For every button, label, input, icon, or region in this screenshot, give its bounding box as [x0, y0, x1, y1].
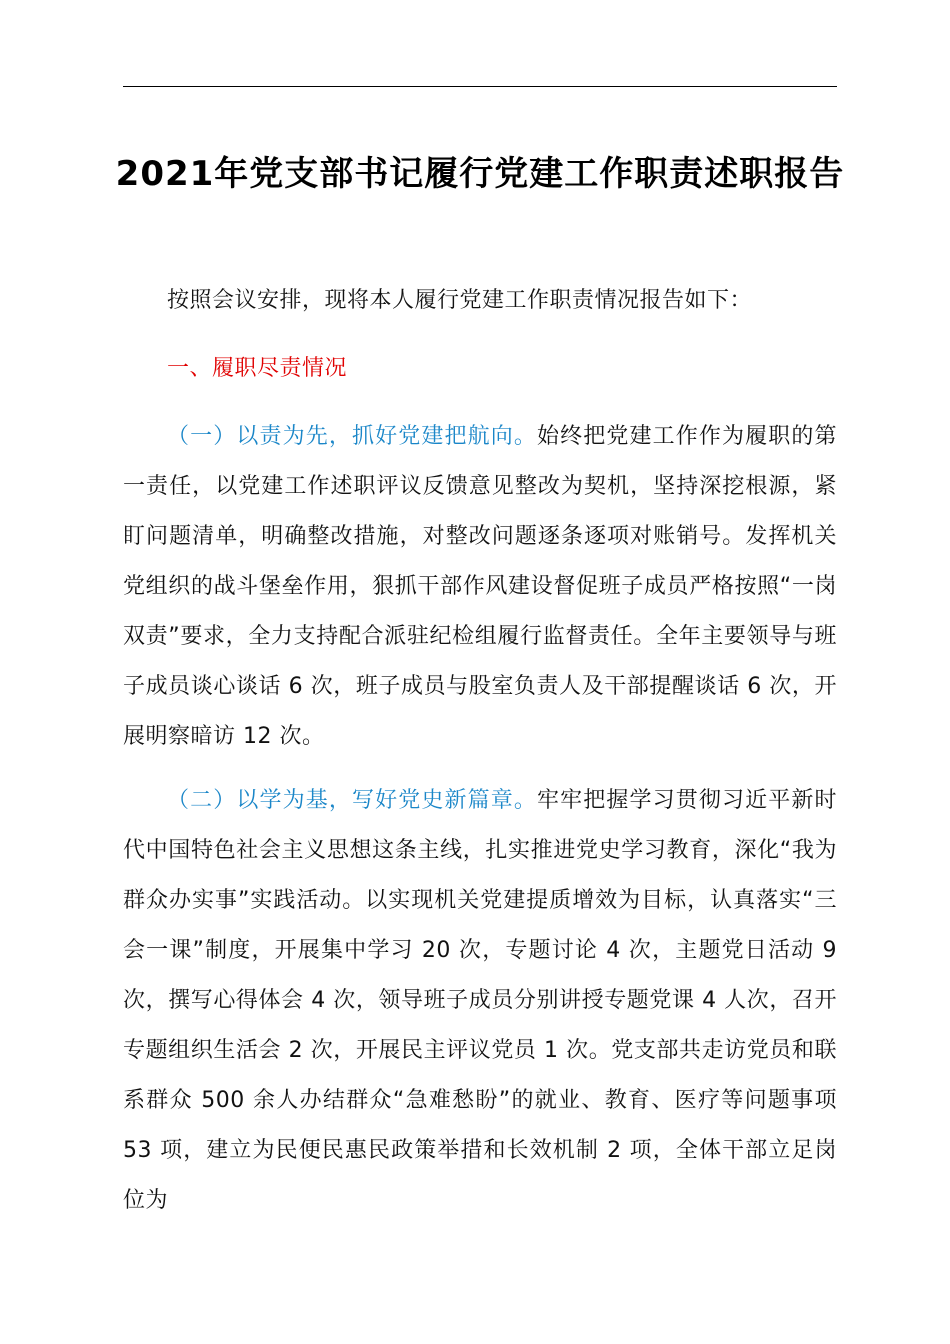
- intro-paragraph: 按照会议安排，现将本人履行党建工作职责情况报告如下：: [167, 288, 753, 313]
- document-body: [123, 276, 837, 1240]
- paragraph-study-body: 牢牢把握学习贯彻习近平新时代中国特色社会主义思想这条主线，扎实推进党史学习教育，深化“我为群众办实事”实践活动。以实现机关党建提质增效为目标，认真落实“三会一课”制度，开展集中学习 20 次，专题讨论 4 次，主题党日活动 9 次，撰写心得体会 4 次，领导班子成员分别讲授专题党课 4 人次，召开专题组织生活会 2 次，开展民主评议党员 1 次。党支部共走访党员和联系群众 500 余人办结群众“急难愁盼”的就业、教育、医疗等问题事项 53 项，建立为民便民惠民政策举措和长效机制 2 项，全体干部立足岗位为: [123, 788, 837, 1213]
- document-title: 2021年党支部书记履行党建工作职责述职报告: [115, 154, 845, 194]
- subheading-study: （二）以学为基，写好党史新篇章。: [167, 788, 537, 813]
- paragraph-study: [123, 776, 837, 1226]
- paragraph-duty-body: 始终把党建工作作为履职的第一责任，以党建工作述职评议反馈意见整改为契机，坚持深挖根源，紧盯问题清单，明确整改措施，对整改问题逐条逐项对账销号。发挥机关党组织的战斗堡垒作用，狠抓干部作风建设督促班子成员严格按照“一岗双责”要求，全力支持配合派驻纪检组履行监督责任。全年主要领导与班子成员谈心谈话 6 次，班子成员与股室负责人及干部提醒谈话 6 次，开展明察暗访 12 次。: [123, 424, 837, 749]
- subheading-duty: （一）以责为先，抓好党建把航向。: [167, 424, 537, 449]
- header-rule: [123, 86, 837, 87]
- section-heading: 一、履职尽责情况: [167, 356, 348, 381]
- paragraph-duty: [123, 412, 837, 762]
